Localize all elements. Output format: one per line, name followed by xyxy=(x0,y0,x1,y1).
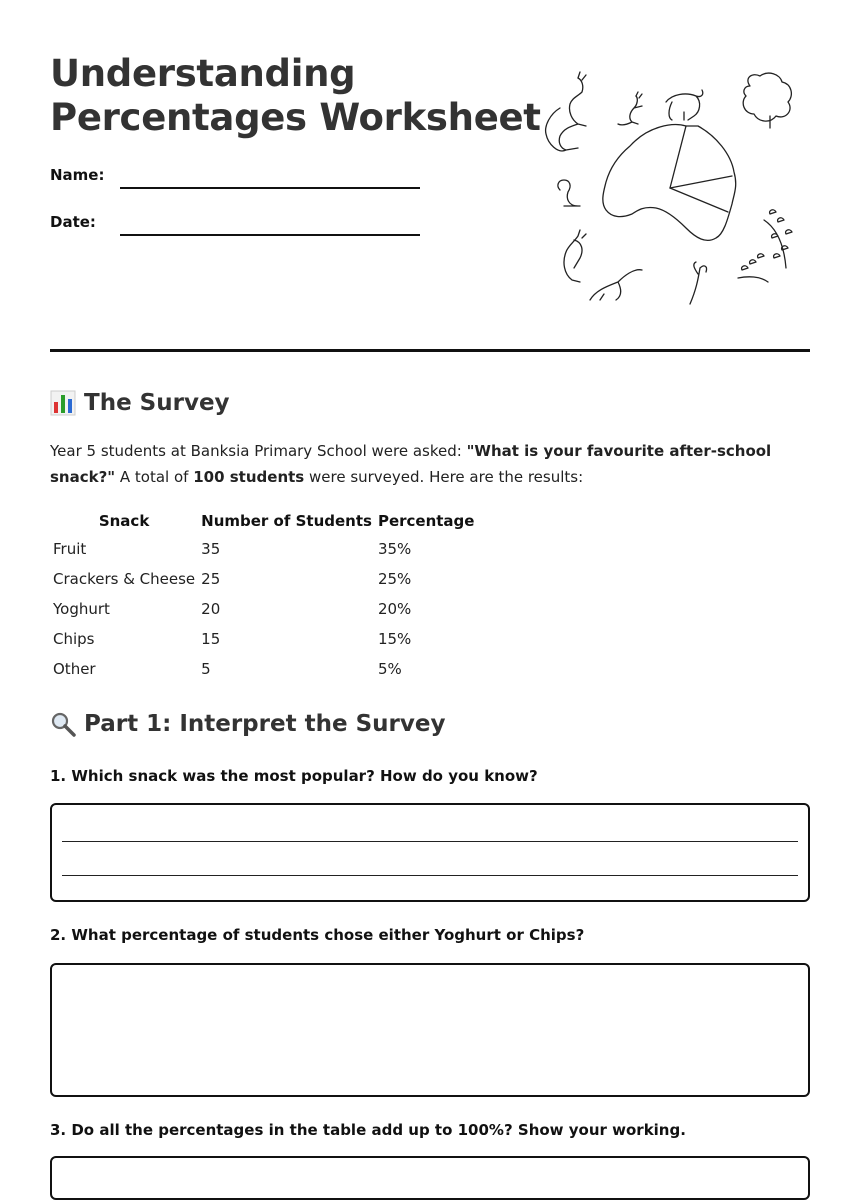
table-row xyxy=(50,534,477,564)
snack-cell: Yoghurt xyxy=(53,600,110,618)
header-divider xyxy=(50,349,810,352)
column-header: Percentage xyxy=(377,512,475,530)
question-1: 1. Which snack was the most popular? How do you know? xyxy=(50,767,538,785)
part1-heading xyxy=(50,711,445,737)
answer-line xyxy=(62,875,798,876)
title-line-1: Understanding xyxy=(50,52,356,95)
bilby-icon xyxy=(666,90,703,120)
count-cell: 15 xyxy=(201,630,221,648)
wallaby-icon xyxy=(618,92,642,125)
title-line-2: Percentages Worksheet xyxy=(50,96,541,139)
name-label: Name: xyxy=(50,166,105,184)
table-row xyxy=(50,654,477,684)
survey-heading-text: The Survey xyxy=(84,390,230,416)
percent-cell: 25% xyxy=(377,570,412,588)
percent-cell: 35% xyxy=(377,540,412,558)
answer-line xyxy=(62,841,798,842)
snack-cell: Other xyxy=(53,660,96,678)
survey-heading xyxy=(50,390,230,416)
percent-cell: 5% xyxy=(377,660,402,678)
australia-map-icon xyxy=(603,125,736,241)
tree-icon xyxy=(743,73,791,128)
table-row xyxy=(50,624,477,654)
answer-box-2[interactable] xyxy=(50,963,810,1097)
worksheet-title xyxy=(50,52,541,140)
name-line[interactable] xyxy=(120,187,420,189)
survey-total: 100 students xyxy=(193,468,305,486)
part1-heading-text: Part 1: Interpret the Survey xyxy=(84,711,446,737)
table-row xyxy=(50,594,477,624)
intro-text-1: Year 5 students at Banksia Primary School were asked: xyxy=(50,442,467,460)
magnifying-glass-icon xyxy=(50,711,76,737)
question-3: 3. Do all the percentages in the table add up to 100%? Show your working. xyxy=(50,1121,686,1139)
count-cell: 35 xyxy=(201,540,221,558)
table-row xyxy=(50,564,477,594)
count-cell: 5 xyxy=(201,660,211,678)
flower-icon xyxy=(690,262,707,304)
platypus-icon xyxy=(590,270,642,300)
survey-question: "What is your favourite after-school snack?" xyxy=(50,442,772,486)
answer-box-1[interactable] xyxy=(50,803,810,902)
count-cell: 20 xyxy=(201,600,221,618)
date-line[interactable] xyxy=(120,234,420,236)
percent-cell: 15% xyxy=(377,630,412,648)
percent-cell: 20% xyxy=(377,600,412,618)
australia-pie-illustration xyxy=(538,68,810,316)
bird-icon xyxy=(558,180,580,206)
snack-cell: Fruit xyxy=(53,540,87,558)
survey-table xyxy=(50,508,477,684)
table-header-row xyxy=(50,508,477,534)
answer-box-3[interactable] xyxy=(50,1156,810,1200)
snack-cell: Crackers & Cheese xyxy=(53,570,196,588)
intro-text-3: were surveyed. Here are the results: xyxy=(304,468,584,486)
snack-cell: Chips xyxy=(53,630,95,648)
bar-chart-icon xyxy=(50,390,76,416)
kangaroo-small-icon xyxy=(564,230,586,282)
count-cell: 25 xyxy=(201,570,221,588)
kangaroo-icon xyxy=(546,72,586,151)
wattle-icon xyxy=(764,210,792,268)
column-header: Snack xyxy=(98,512,150,530)
date-label: Date: xyxy=(50,213,96,231)
column-header: Number of Students xyxy=(201,512,372,530)
gumnut-icon xyxy=(738,254,768,282)
question-2: 2. What percentage of students chose either Yoghurt or Chips? xyxy=(50,926,585,944)
intro-text-2: A total of xyxy=(115,468,194,486)
survey-intro xyxy=(50,438,810,490)
